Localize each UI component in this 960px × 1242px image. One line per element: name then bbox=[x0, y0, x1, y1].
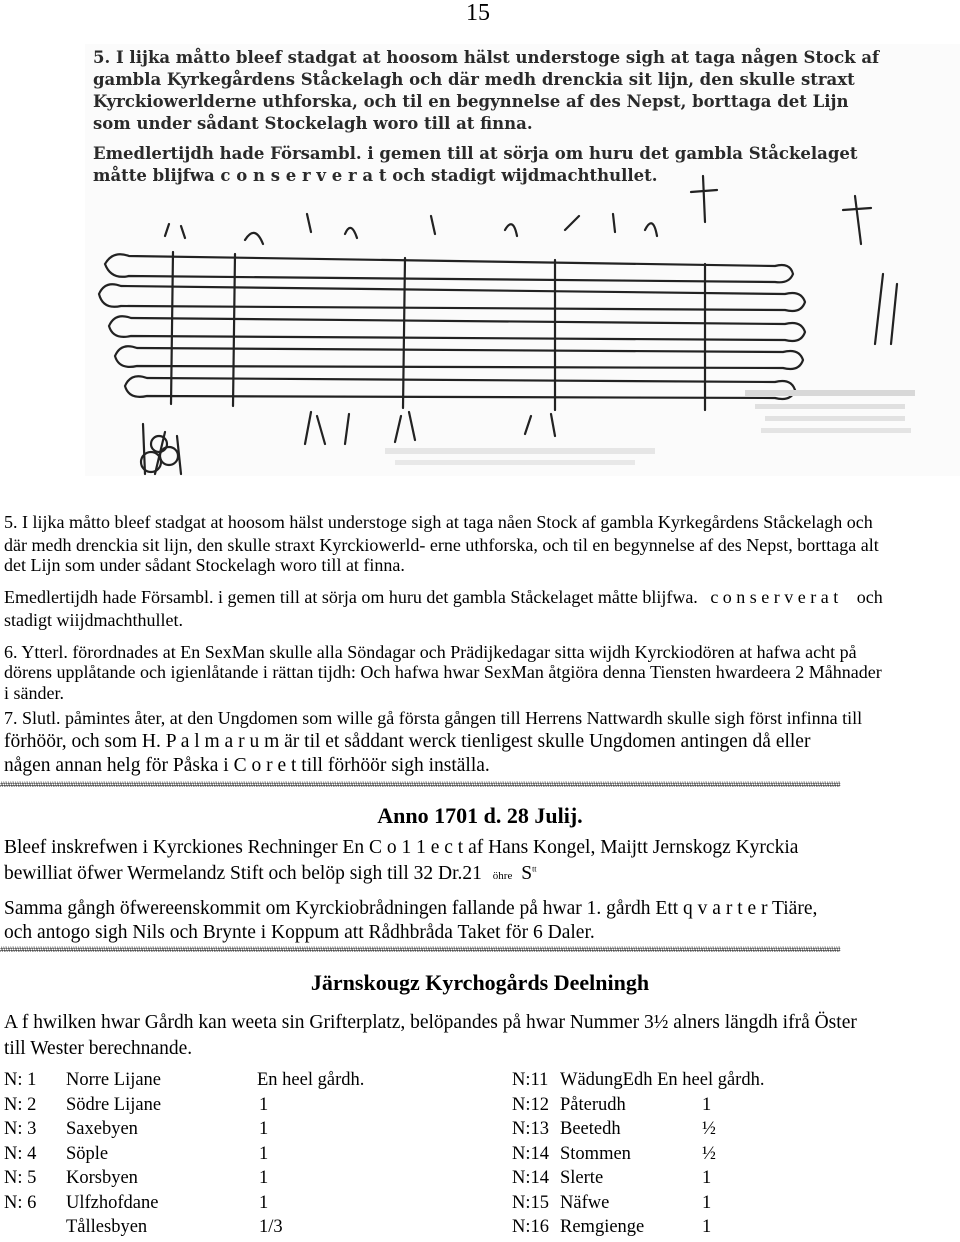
hash-divider: ################################################################################################################################################################################################################################################ bbox=[0, 781, 840, 789]
row-share: 1 bbox=[259, 1143, 269, 1164]
row-number: N:14 bbox=[512, 1143, 549, 1164]
paragraph-7-line: någen annan helg för Påska i C o r e t till förhöör sigh inställa. bbox=[4, 755, 490, 776]
row-share: 1 bbox=[259, 1094, 269, 1115]
emedlertijdh-line: stadigt wiijdmachthullet. bbox=[4, 610, 183, 630]
anno-line-text: bewilliat öfwer Wermelandz Stift och belöp sigh till 32 Dr.21 bbox=[4, 863, 482, 884]
row-farm: Remgienge bbox=[560, 1217, 645, 1237]
row-share: ½ bbox=[702, 1119, 716, 1139]
row-farm: Stommen bbox=[560, 1143, 631, 1164]
row-number: N:11 bbox=[512, 1070, 549, 1090]
paragraph-5-line: 5. I lijka måtto bleef stadgat at hoosom hälst understoge sigh at taga nåen Stock af gambla Kyrkegårdens Ståckelagh och bbox=[4, 512, 873, 532]
scan-line: Emedlertijdh hade Försambl. i gemen till at sörja om huru det gambla Ståckelaget bbox=[93, 144, 858, 163]
row-farm: Söple bbox=[66, 1143, 109, 1164]
paragraph-6-line: dörens upplåtande och igienlåtande i rättan tijdh: Och hafwa hwar SexMan åtgiöra denna Tiensten hwardeera 2 Måhnader bbox=[4, 662, 882, 682]
row-share: 1/3 bbox=[259, 1217, 283, 1237]
s-superscript: tt bbox=[532, 864, 537, 874]
paragraph-6-line: 6. Ytterl. förordnades at En SexMan skulle alla Söndagar och Prädijkedagar sitta wijdh Kyrckiodören at hafwa acht på bbox=[4, 642, 857, 662]
anno-line: Bleef inskrefwen i Kyrckiones Rechninger En C o 1 1 e c t af Hans Kongel, Maijtt Jernskogz Kyrckia bbox=[4, 837, 799, 858]
section-title: Järnskougz Kyrchogårds Deelningh bbox=[310, 970, 650, 995]
och-word: och bbox=[856, 587, 883, 607]
section-intro-line: till Wester berechnande. bbox=[4, 1038, 193, 1059]
row-farm: Saxebyen bbox=[66, 1119, 138, 1139]
row-number: N:16 bbox=[512, 1217, 549, 1237]
row-farm: Påterudh bbox=[560, 1094, 626, 1115]
row-farm: Näfwe bbox=[560, 1192, 610, 1213]
hash-divider: ################################################################################################################################################################################################################################################ bbox=[0, 946, 840, 954]
anno-line: Samma gångh öfwereenskommit om Kyrckiobrådningen fallande på hwar 1. gårdh Ett q v a r t e r Tiäre, bbox=[4, 898, 818, 919]
fence-sketch-drawing bbox=[85, 44, 960, 476]
row-farm: Korsbyen bbox=[66, 1168, 138, 1188]
scan-line: måtte blijfwa c o n s e r v e r a t och stadigt wijdmachthullet. bbox=[93, 166, 658, 185]
row-number: N: 4 bbox=[4, 1143, 37, 1164]
ohre-word: öhre bbox=[492, 870, 513, 882]
paragraph-5-line: det Lijn som under sådant Stockelagh woro till at finna. bbox=[4, 555, 405, 575]
row-number: N: 3 bbox=[4, 1119, 37, 1139]
row-farm: WädungEdh En heel gårdh. bbox=[560, 1070, 765, 1090]
row-share: ½ bbox=[702, 1143, 716, 1164]
section-intro-line: A f hwilken hwar Gårdh kan weeta sin Grifterplatz, belöpandes på hwar Nummer 3½ alners längdh ifrå Öster bbox=[4, 1012, 857, 1033]
row-number: N: 6 bbox=[4, 1192, 37, 1213]
anno-line: och antogo sigh Nils och Brynte i Koppum att Rådhbråda Taket för 6 Daler. bbox=[4, 922, 595, 943]
anno-heading: Anno 1701 d. 28 Julij. bbox=[377, 803, 583, 828]
row-share: 1 bbox=[702, 1168, 712, 1188]
row-farm: Södre Lijane bbox=[66, 1094, 162, 1115]
emedlertijdh-text: Emedlertijdh hade Försambl. i gemen till at sörja om huru det gambla Ståckelaget måtte blijfwa. bbox=[4, 587, 698, 607]
row-farm: Slerte bbox=[560, 1168, 604, 1188]
paragraph-7-line: 7. Slutl. påmintes åter, at den Ungdomen som wille gå första gången till Herrens Nattwardh skulle sigh först infinna till bbox=[4, 708, 863, 728]
row-number: N: 1 bbox=[4, 1070, 37, 1090]
emedlertijdh-line bbox=[4, 587, 883, 608]
row-share: 1 bbox=[259, 1168, 269, 1188]
row-farm: Ulfzhofdane bbox=[66, 1192, 159, 1213]
row-farm: Beetedh bbox=[560, 1119, 621, 1139]
row-share: 1 bbox=[702, 1217, 712, 1237]
row-share: 1 bbox=[702, 1094, 712, 1115]
row-share: En heel gårdh. bbox=[257, 1070, 365, 1090]
row-farm: Norre Lijane bbox=[66, 1070, 162, 1090]
row-share: 1 bbox=[259, 1192, 269, 1213]
conserverat-spaced: c o n s e r v e r a t bbox=[710, 587, 839, 607]
s-word: S bbox=[521, 863, 533, 884]
row-farm: Tållesbyen bbox=[66, 1217, 148, 1237]
row-number: N:13 bbox=[512, 1119, 549, 1139]
paragraph-5-line: där medh drenckia sit lijn, den skulle straxt Kyrckiowerld- erne uthforska, och til en begynnelse af des Nepst, borttaga alt bbox=[4, 535, 879, 555]
row-share: 1 bbox=[702, 1192, 712, 1213]
row-number: N: 5 bbox=[4, 1168, 37, 1188]
paragraph-6-line: i sänder. bbox=[4, 683, 64, 703]
paragraph-7-line: förhöör, och som H. P a l m a r u m är til et såddant werck tienligest skulle Ungdomen antingen då eller bbox=[4, 731, 811, 752]
scan-line: som under sådant Stockelagh woro till at finna. bbox=[93, 114, 533, 133]
scan-line: gambla Kyrkegårdens Ståckelagh och där medh drenckia sit lijn, den skulle straxt bbox=[93, 70, 855, 89]
row-number: N:12 bbox=[512, 1094, 549, 1115]
row-number: N: 2 bbox=[4, 1094, 37, 1115]
scan-line: 5. I lijka måtto bleef stadgat at hoosom hälst understoge sigh at taga någen Stock af bbox=[93, 48, 880, 67]
anno-line bbox=[4, 863, 537, 885]
page-number: 15 bbox=[466, 0, 490, 26]
scan-line: Kyrckiowerlderne uthforska, och til en begynnelse af des Nepst, borttaga det Lijn bbox=[93, 92, 849, 111]
row-share: 1 bbox=[259, 1119, 269, 1139]
scanned-excerpt-image bbox=[85, 44, 960, 476]
row-number: N:14 bbox=[512, 1168, 549, 1188]
row-number: N:15 bbox=[512, 1192, 549, 1213]
